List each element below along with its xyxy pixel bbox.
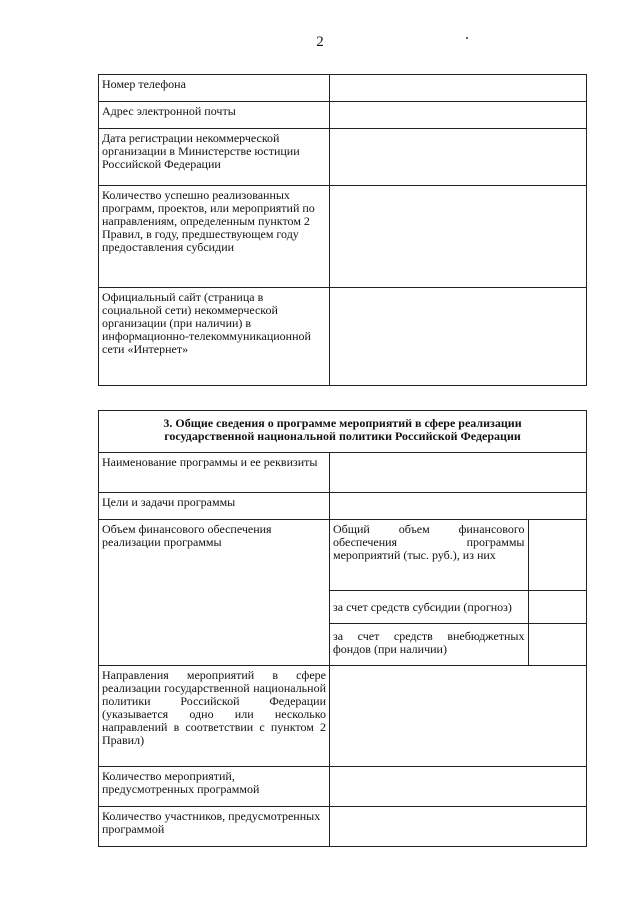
section-title — [99, 411, 587, 453]
row-label-website: Официальный сайт (страница в социальной сети) некоммерческой организации (при наличии) в информационно-телекоммуникационной сети «Интернет» — [99, 288, 330, 386]
row-label-email: Адрес электронной почты — [99, 102, 330, 129]
table-row — [99, 767, 587, 807]
table-row — [99, 807, 587, 847]
funding-subtable-cell — [330, 520, 587, 666]
row-value-goals[interactable] — [330, 493, 587, 520]
table-row — [99, 129, 587, 186]
funding-subtable — [330, 520, 586, 665]
row-label-programs-count: Количество успешно реализованных программ, проектов, или мероприятий по направлениям, определенным пунктом 2 Правил, в году, предшествующем году предоставления субсидии — [99, 186, 330, 288]
funding-subsidy-value[interactable] — [528, 590, 586, 623]
row-value-phone[interactable] — [330, 75, 587, 102]
program-info-table — [98, 410, 587, 847]
funding-extrabudget-value[interactable] — [528, 623, 586, 665]
table-row — [99, 453, 587, 493]
funding-total-value[interactable] — [528, 520, 586, 590]
row-label-participants-count: Количество участников, предусмотренных программой — [99, 807, 330, 847]
section-title-line-2: государственной национальной политики Российской Федерации — [164, 429, 521, 443]
page-number: 2 — [316, 34, 324, 50]
row-value-website[interactable] — [330, 288, 587, 386]
row-label-directions: Направления мероприятий в сфере реализации государственной национальной политики Российской Федерации (указывается одно или несколько направлений в соответствии с пунктом 2 Правил) — [99, 666, 330, 767]
section-header-row — [99, 411, 587, 453]
row-value-directions[interactable] — [330, 666, 587, 767]
row-label-phone: Номер телефона — [99, 75, 330, 102]
funding-item-row — [330, 623, 586, 665]
table-row — [99, 666, 587, 767]
table-row — [99, 186, 587, 288]
row-value-registration-date[interactable] — [330, 129, 587, 186]
funding-row — [99, 520, 587, 666]
scan-speck — [466, 37, 468, 39]
table-row — [99, 75, 587, 102]
row-value-events-count[interactable] — [330, 767, 587, 807]
funding-total-label: Общий объем финансового обеспечения программы мероприятий (тыс. руб.), из них — [330, 520, 528, 590]
funding-item-row — [330, 520, 586, 590]
table-row — [99, 493, 587, 520]
row-value-program-name[interactable] — [330, 453, 587, 493]
table-row — [99, 288, 587, 386]
row-label-events-count: Количество мероприятий, предусмотренных программой — [99, 767, 330, 807]
row-value-participants-count[interactable] — [330, 807, 587, 847]
row-value-programs-count[interactable] — [330, 186, 587, 288]
funding-extrabudget-label: за счет средств внебюджетных фондов (при наличии) — [330, 623, 528, 665]
funding-item-row — [330, 590, 586, 623]
row-label-goals: Цели и задачи программы — [99, 493, 330, 520]
row-value-email[interactable] — [330, 102, 587, 129]
table-row — [99, 102, 587, 129]
section-title-line-1: 3. Общие сведения о программе мероприятий в сфере реализации — [163, 416, 522, 430]
row-label-funding: Объем финансового обеспечения реализации программы — [99, 520, 330, 666]
row-label-registration-date: Дата регистрации некоммерческой организации в Министерстве юстиции Российской Федерации — [99, 129, 330, 186]
contact-info-table — [98, 74, 587, 386]
row-label-program-name: Наименование программы и ее реквизиты — [99, 453, 330, 493]
funding-subsidy-label: за счет средств субсидии (прогноз) — [330, 590, 528, 623]
